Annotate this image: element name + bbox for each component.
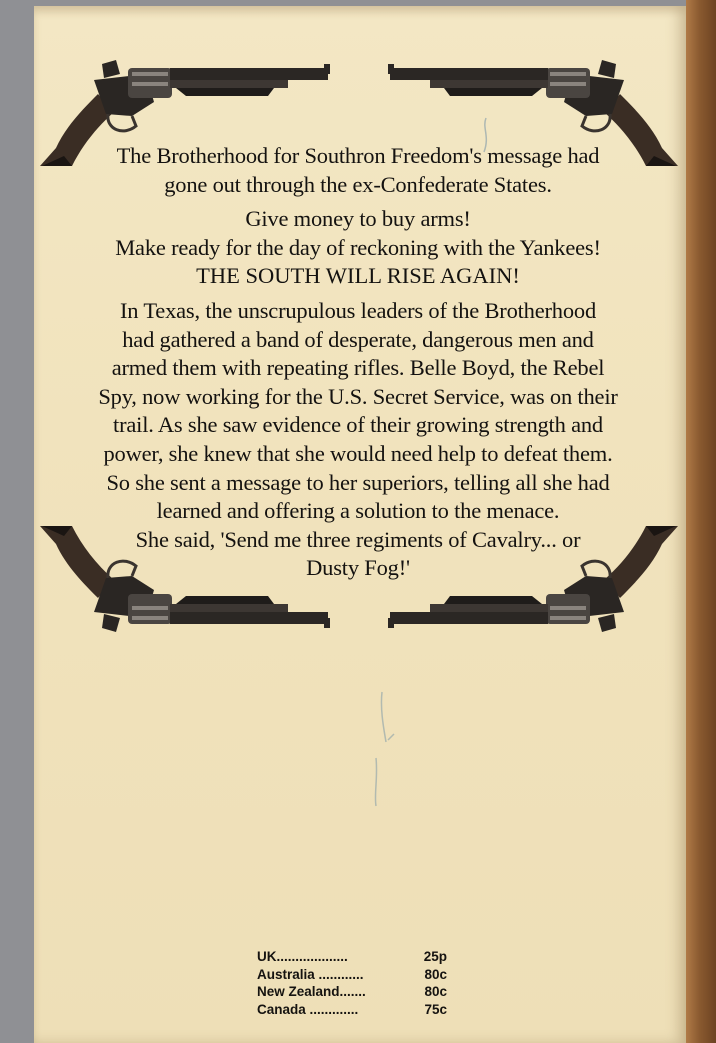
blurb-line: So she sent a message to her superiors, telling all she had <box>106 469 610 495</box>
price-value: 80c <box>424 984 447 999</box>
blurb-line: In Texas, the unscrupulous leaders of the Brotherhood <box>119 297 597 323</box>
price-country: Canada <box>257 1001 306 1017</box>
price-dots: ................... <box>276 949 348 964</box>
blurb-slogan: THE SOUTH WILL RISE AGAIN! <box>196 263 520 289</box>
blurb-paragraph-3 <box>48 297 668 583</box>
blurb-line: power, she knew that she would need help to defeat them. <box>103 440 613 466</box>
price-country: Australia <box>257 966 315 982</box>
price-country: New Zealand <box>257 984 340 999</box>
blurb-line: The Brotherhood for Southron Freedom's message had <box>116 143 600 168</box>
blurb-paragraph-2 <box>48 205 668 291</box>
blurb-line: armed them with repeating rifles. Belle Boyd, the Rebel <box>111 355 605 381</box>
price-value: 80c <box>424 966 447 982</box>
blurb-line: had gathered a band of desperate, dangerous men and <box>122 326 594 352</box>
blurb-line: trail. As she saw evidence of their growing strength and <box>113 412 603 438</box>
price-value: 25p <box>423 949 447 964</box>
blurb-paragraph-1 <box>48 142 668 199</box>
book-spine-edge <box>686 0 716 1043</box>
blurb-text <box>48 142 668 583</box>
price-country: UK <box>257 949 277 964</box>
price-row-new-zealand <box>257 983 447 1001</box>
price-row-canada <box>257 1001 447 1019</box>
blurb-line: gone out through the ex-Confederate States. <box>164 171 552 197</box>
blurb-line: Spy, now working for the U.S. Secret Service, was on their <box>98 383 618 409</box>
price-row-australia <box>257 966 447 984</box>
price-dots: ............. <box>309 1001 359 1017</box>
price-dots: ............ <box>318 966 364 982</box>
price-list <box>257 948 447 1018</box>
price-row-uk <box>257 948 447 966</box>
blurb-line: learned and offering a solution to the menace. <box>156 498 560 524</box>
blurb-line: Make ready for the day of reckoning with the Yankees! <box>115 234 601 260</box>
price-dots: ....... <box>339 984 366 999</box>
price-value: 75c <box>424 1001 447 1017</box>
blurb-line: She said, 'Send me three regiments of Cavalry... or <box>135 526 581 552</box>
blurb-line: Dusty Fog!' <box>306 555 410 581</box>
blurb-line: Give money to buy arms! <box>245 206 471 232</box>
pen-mark <box>368 690 398 810</box>
